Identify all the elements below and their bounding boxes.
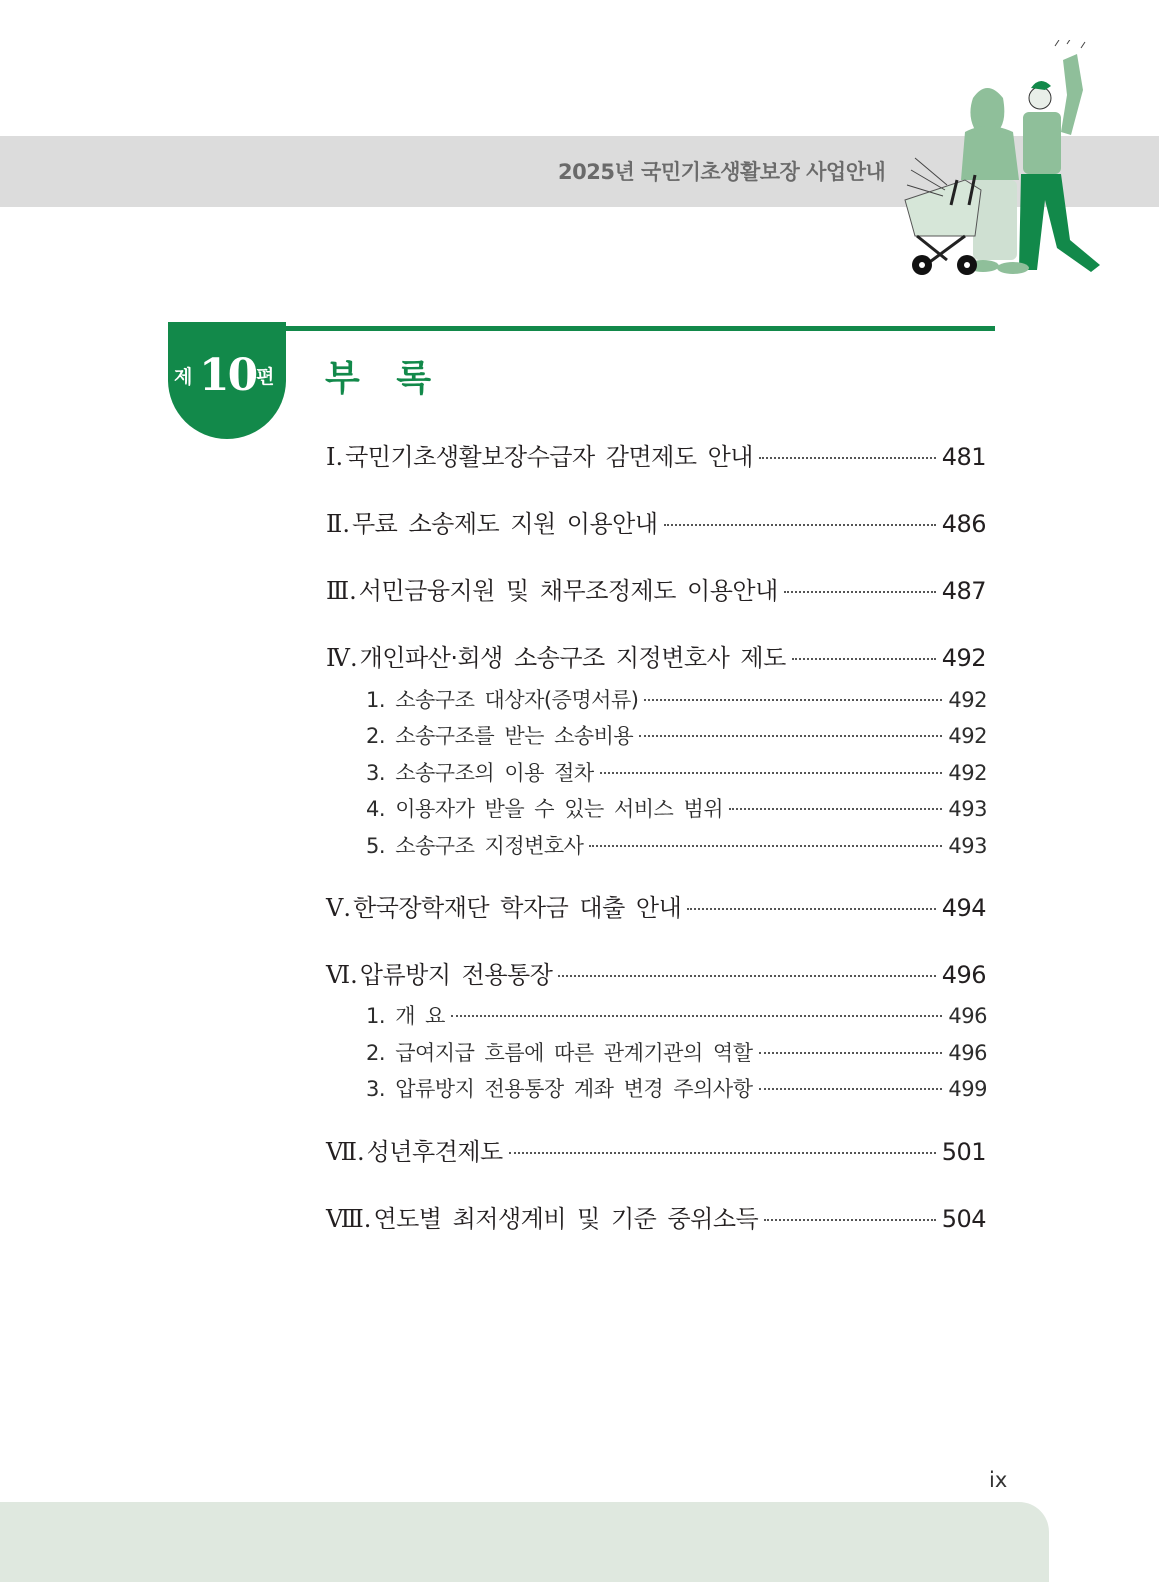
toc-page-number: 496 — [948, 1041, 987, 1065]
toc-entry-6[interactable] — [326, 955, 986, 990]
part-suffix: 편 — [256, 366, 275, 388]
part-number: 10 — [199, 350, 257, 401]
toc-entry-2[interactable] — [326, 504, 986, 539]
family-stroller-illustration — [895, 40, 1115, 285]
toc-page-number: 504 — [941, 1205, 986, 1233]
dot-leader — [759, 1052, 943, 1054]
dot-leader — [729, 808, 942, 810]
toc-label: 국민기초생활보장수급자 감면제도 안내 — [345, 443, 753, 471]
toc-label: 3. 소송구조의 이용 절차 — [366, 761, 594, 785]
dot-leader — [759, 1088, 943, 1090]
toc-label: 압류방지 전용통장 — [359, 961, 553, 989]
dot-leader — [784, 591, 936, 593]
toc-page-number: 492 — [948, 724, 987, 748]
toc-label: 1. 개 요 — [366, 1004, 445, 1028]
toc-roman-numeral: Ⅴ. — [326, 894, 351, 922]
dot-leader — [639, 735, 942, 737]
dot-leader — [687, 908, 935, 910]
toc-label: 한국장학재단 학자금 대출 안내 — [352, 894, 682, 922]
dot-leader — [664, 524, 936, 526]
toc-label: 4. 이용자가 받을 수 있는 서비스 범위 — [366, 797, 724, 821]
toc-label: 개인파산·회생 소송구조 지정변호사 제도 — [359, 644, 786, 672]
toc-subentry-4-1[interactable] — [366, 684, 987, 714]
dot-leader — [759, 457, 936, 459]
toc-subentry-4-4[interactable] — [366, 793, 987, 823]
toc-label: 서민금융지원 및 채무조정제도 이용안내 — [358, 577, 778, 605]
dot-leader — [600, 772, 943, 774]
toc-page-number: 492 — [948, 688, 987, 712]
book-title: 2025년 국민기초생활보장 사업안내 — [558, 160, 886, 184]
dot-leader — [509, 1152, 936, 1154]
toc-entry-1[interactable] — [326, 437, 986, 472]
toc-subentry-6-1[interactable] — [366, 1000, 987, 1030]
toc-label: 1. 소송구조 대상자(증명서류) — [366, 688, 639, 712]
page-number: ix — [989, 1468, 1008, 1492]
toc-label: 연도별 최저생계비 및 기준 중위소득 — [373, 1205, 759, 1233]
dot-leader — [451, 1015, 942, 1017]
toc-subentry-6-3[interactable] — [366, 1073, 987, 1103]
toc-label: 2. 소송구조를 받는 소송비용 — [366, 724, 634, 748]
part-prefix: 제 — [174, 366, 193, 388]
toc-roman-numeral: Ⅲ. — [326, 577, 357, 605]
toc-entry-7[interactable] — [326, 1132, 986, 1167]
part-number-badge — [168, 322, 286, 439]
toc-page-number: 494 — [941, 894, 986, 922]
dot-leader — [644, 699, 942, 701]
toc-page-number: 499 — [948, 1077, 987, 1101]
toc-roman-numeral: Ⅱ. — [326, 510, 350, 538]
section-title: 부 록 — [325, 358, 444, 399]
heading-rule — [286, 326, 995, 331]
toc-subentry-4-5[interactable] — [366, 830, 987, 860]
footer-band — [0, 1502, 1049, 1582]
toc-entry-3[interactable] — [326, 571, 986, 606]
dot-leader — [558, 975, 935, 977]
toc-subentry-6-2[interactable] — [366, 1037, 987, 1067]
toc-label: 2. 급여지급 흐름에 따른 관계기관의 역할 — [366, 1041, 753, 1065]
toc-page-number: 487 — [941, 577, 986, 605]
dot-leader — [764, 1219, 935, 1221]
toc-label: 5. 소송구조 지정변호사 — [366, 834, 584, 858]
toc-page-number: 492 — [948, 761, 987, 785]
toc-page-number: 493 — [948, 797, 987, 821]
toc-label: 성년후견제도 — [366, 1138, 503, 1166]
toc-page-number: 496 — [948, 1004, 987, 1028]
toc-page-number: 486 — [941, 510, 986, 538]
toc-page-number: 496 — [941, 961, 986, 989]
toc-entry-8[interactable] — [326, 1199, 986, 1234]
toc-roman-numeral: Ⅳ. — [326, 644, 358, 672]
toc-subentry-4-3[interactable] — [366, 757, 987, 787]
toc-entry-4[interactable] — [326, 638, 986, 673]
toc-page-number: 501 — [941, 1138, 986, 1166]
toc-label: 무료 소송제도 지원 이용안내 — [351, 510, 658, 538]
toc-roman-numeral: Ⅵ. — [326, 961, 358, 989]
dot-leader — [589, 845, 942, 847]
toc-page-number: 481 — [941, 443, 986, 471]
toc-roman-numeral: Ⅷ. — [326, 1205, 372, 1233]
toc-roman-numeral: Ⅶ. — [326, 1138, 365, 1166]
toc-page-number: 493 — [948, 834, 987, 858]
toc-entry-5[interactable] — [326, 888, 986, 923]
dot-leader — [792, 658, 936, 660]
toc-roman-numeral: Ⅰ. — [326, 443, 344, 471]
toc-label: 3. 압류방지 전용통장 계좌 변경 주의사항 — [366, 1077, 753, 1101]
toc-subentry-4-2[interactable] — [366, 720, 987, 750]
toc-page-number: 492 — [941, 644, 986, 672]
